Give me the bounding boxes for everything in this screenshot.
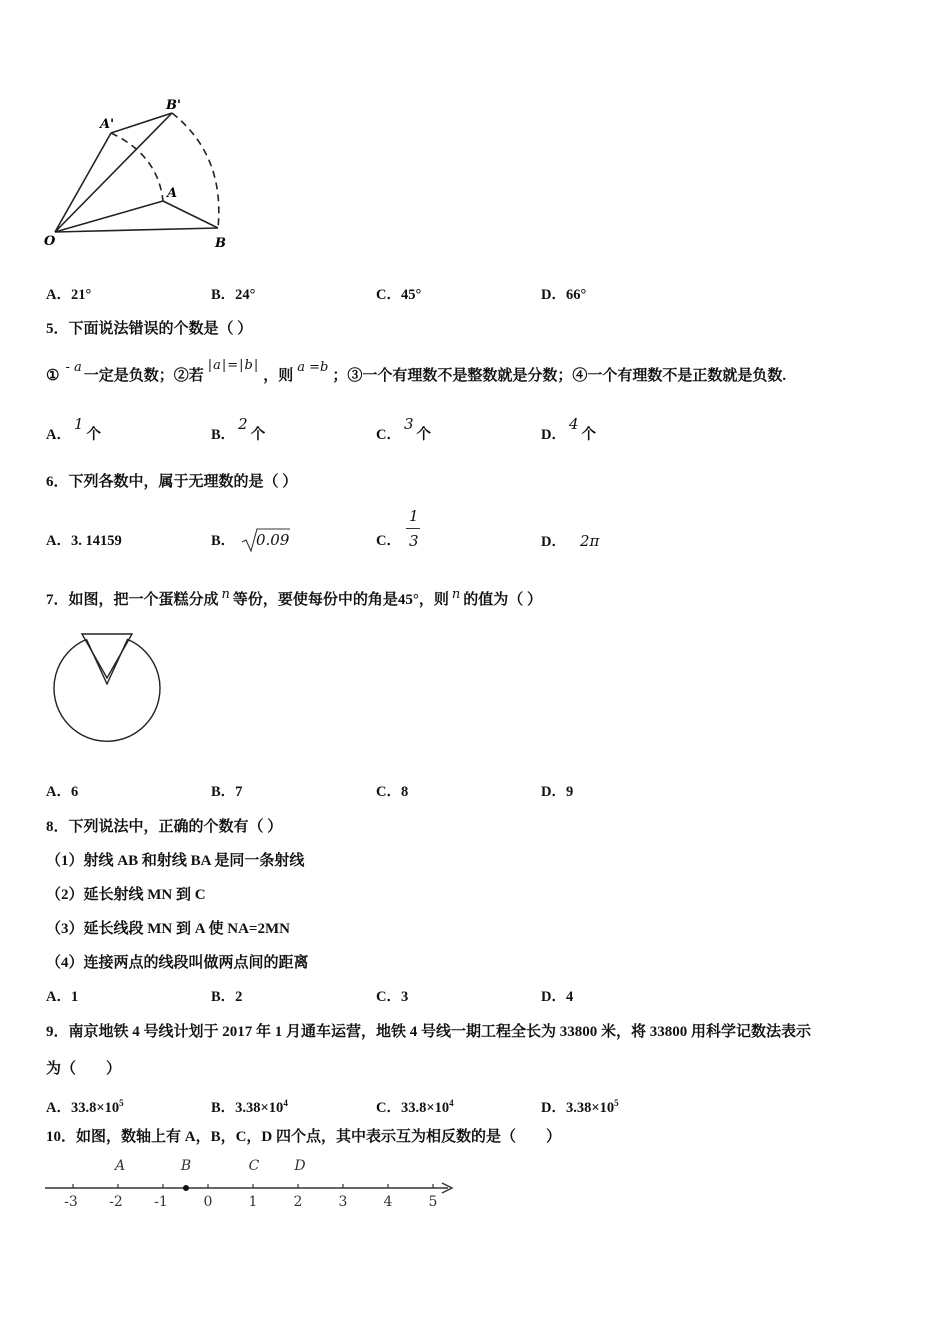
q4-option-d: D．66° xyxy=(541,287,587,303)
q6-option-c: C． xyxy=(376,533,401,549)
label-a: A xyxy=(167,186,178,201)
q4-option-c: C．45° xyxy=(376,287,422,303)
q7-option-d: D．9 xyxy=(541,784,574,800)
q5-option-d: D．4个 xyxy=(541,415,597,443)
q9-option-b: B．$3.38\times 10^4$ xyxy=(211,1098,288,1116)
q5-stem: 5．下面说法错误的个数是（ ） xyxy=(46,321,253,337)
math-a-eq-b: a =b xyxy=(297,360,329,375)
tick-label: -1 xyxy=(154,1194,168,1210)
math-abs-eq: |a|=|b| xyxy=(207,358,260,373)
q9-option-d: D．$3.38\times 10^5$ xyxy=(541,1098,619,1116)
segment-o-b xyxy=(55,228,218,232)
tick-label: 1 xyxy=(248,1194,258,1210)
q5-option-b: B．2个 xyxy=(211,415,266,443)
q9-stem-line-1: 9．南京地铁 4 号线计划于 2017 年 1 月通车运营，地铁 4 号线一期工程全长为 33800 米，将 33800 用科学记数法表示 xyxy=(46,1024,812,1040)
label-b: B xyxy=(215,236,226,251)
tick-label: 0 xyxy=(203,1194,213,1210)
q8-option-c: C．3 xyxy=(376,989,409,1005)
q7-cake-figure xyxy=(50,628,166,754)
q7-option-a: A．6 xyxy=(46,784,79,800)
cake-circle-with-cut xyxy=(54,639,160,741)
arc-b-to-b-prime xyxy=(172,113,219,228)
q5-statement: ①- a一定是负数；②若|a|=|b|，则a =b；③一个有理数不是整数就是分数；④一个有理数不是正数就是负数. xyxy=(46,358,787,384)
q8-stem: 8．下列说法中，正确的个数有（ ） xyxy=(46,819,283,835)
q4-option-a: A．21° xyxy=(46,287,92,303)
tick-label: 2 xyxy=(293,1194,303,1210)
q6-fraction-denominator: 3 xyxy=(409,532,419,550)
segment-a-b xyxy=(163,201,218,228)
point-b-dot xyxy=(183,1185,189,1191)
tick-label: 4 xyxy=(383,1194,393,1210)
q8-option-b: B．2 xyxy=(211,989,243,1005)
q7-option-c: C．8 xyxy=(376,784,409,800)
q8-option-d: D．4 xyxy=(541,989,574,1005)
q5-option-c: C．3个 xyxy=(376,415,432,443)
label-b-prime: B' xyxy=(166,98,181,113)
point-label-d: D xyxy=(294,1158,306,1174)
q8-item-4: （4）连接两点的线段叫做两点间的距离 xyxy=(46,955,309,971)
q6-option-b: B． xyxy=(211,533,236,549)
q5-option-a: A．1个 xyxy=(46,415,102,443)
point-label-b: B xyxy=(180,1158,192,1174)
q7-stem: 7．如图，把一个蛋糕分成 n 等份，要使每份中的角是45°，则 n 的值为（ ） xyxy=(46,587,543,608)
q9-option-c: C．$33.8\times 10^4$ xyxy=(376,1098,454,1116)
q6-stem: 6．下列各数中，属于无理数的是（ ） xyxy=(46,474,298,490)
q10-number-line xyxy=(40,1150,460,1212)
q8-item-3: （3）延长线段 MN 到 A 使 NA=2MN xyxy=(46,921,290,937)
q6-fraction-numerator: 1 xyxy=(409,507,419,525)
tick-label: 3 xyxy=(338,1194,348,1210)
q6-option-d: D． 2π xyxy=(541,532,600,550)
q6-sqrt-radicand: 0.09 xyxy=(256,531,290,549)
q6-fraction-bar xyxy=(406,528,420,529)
q8-option-a: A．1 xyxy=(46,989,79,1005)
q7-option-b: B．7 xyxy=(211,784,243,800)
q10-stem: 10．如图，数轴上有 A，B，C，D 四个点，其中表示互为相反数的是（ ） xyxy=(46,1129,562,1145)
tick-label: 5 xyxy=(428,1194,438,1210)
tick-label: -3 xyxy=(64,1194,78,1210)
point-label-c: C xyxy=(248,1158,260,1174)
q4-rotation-figure xyxy=(40,95,240,255)
point-label-a: A xyxy=(114,1158,126,1174)
label-a-prime: A' xyxy=(100,117,115,132)
q6-option-a: A．3. 14159 xyxy=(46,533,122,549)
q8-item-2: （2）延长射线 MN 到 C xyxy=(46,887,206,903)
cake-removed-slice xyxy=(82,634,132,678)
tick-label: -2 xyxy=(109,1194,123,1210)
label-o: O xyxy=(44,234,56,249)
q9-option-a: A．$33.8\times 10^5$ xyxy=(46,1098,124,1116)
math-neg-a: - a xyxy=(65,360,82,375)
q4-option-b: B．24° xyxy=(211,287,256,303)
q8-item-1: （1）射线 AB 和射线 BA 是同一条射线 xyxy=(46,853,305,869)
q9-stem-line-2: 为（ ） xyxy=(46,1061,122,1077)
